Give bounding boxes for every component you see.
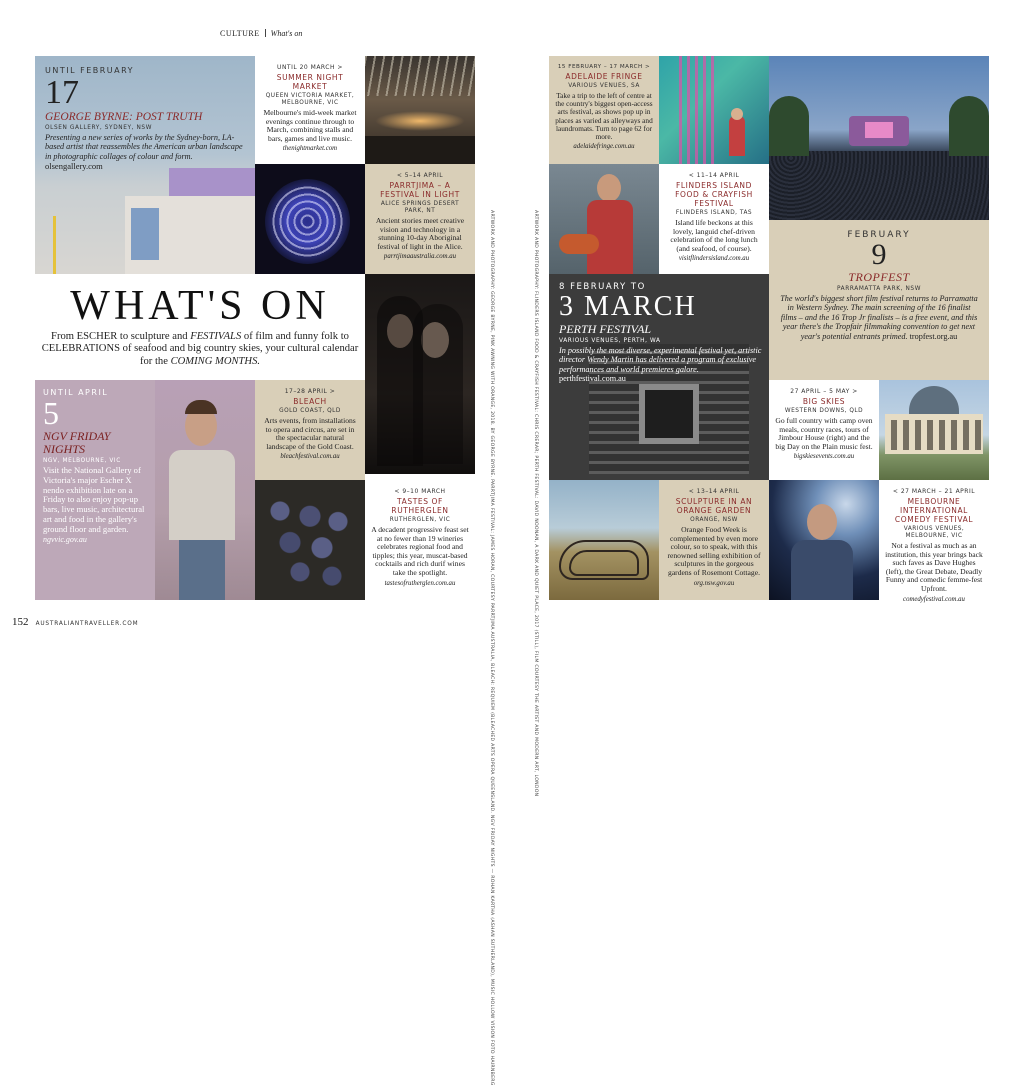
tropfest-month: FEBRUARY <box>847 230 911 240</box>
tastes-text <box>365 480 475 600</box>
bleach-photo <box>365 274 475 474</box>
tropfest-location: PARRAMATTA PARK, NSW <box>836 286 922 292</box>
page-title: WHAT'S ON <box>70 283 330 329</box>
comedy-title: MELBOURNE INTERNATIONAL COMEDY FESTIVAL <box>894 497 974 524</box>
adelaide-url: adelaidefringe.com.au <box>573 143 635 151</box>
ngv-date-label: UNTIL APRIL <box>43 388 109 397</box>
comedian-photo <box>769 480 879 600</box>
ngv-body: Visit the National Gallery of Victoria's major Escher X nendo exhibition late on a Friday to also enjoy pop-up bars, live music, architectural art and food in the gallery's ground floor and garden. <box>43 465 145 534</box>
ngv-portrait-photo <box>155 380 255 600</box>
summer-url: thenightmarket.com <box>282 145 338 153</box>
bleach-text <box>255 380 365 480</box>
intro-block <box>35 280 365 380</box>
tastes-location: RUTHERGLEN, VIC <box>389 517 451 523</box>
night-market-photo <box>365 56 475 164</box>
parrtjima-date: < 5–14 APRIL <box>396 172 444 179</box>
ngv-location: NGV, MELBOURNE, VIC <box>43 458 121 464</box>
section-divider-icon <box>265 29 266 37</box>
intro-deck: From ESCHER to sculpture and FESTIVALS of film and funny folk to CELEBRATIONS of seafood and big country skies, your cultural calendar for the COMING MONTHS. <box>41 331 359 367</box>
flinders-date: < 11–14 APRIL <box>688 172 740 179</box>
adelaide-title: ADELAIDE FRINGE <box>565 72 643 81</box>
bleach-location: GOLD COAST, QLD <box>279 408 341 414</box>
comedy-text <box>879 480 989 603</box>
page-header <box>220 29 340 41</box>
comedy-body: Not a festival as much as an institution, this year brings back such faves as Dave Hughes (left), the Great Debate, Deadly Funny and comedic femme-fest Upfront. <box>885 541 983 593</box>
adelaide-date: 15 FEBRUARY – 17 MARCH > <box>557 64 651 70</box>
tastes-body: A decadent progressive feast set at no fewer than 19 wineries celebrates regional food and tipples; this year, muscat-based cocktails and rich durif wines take the spotlight. <box>371 525 469 577</box>
summer-date: UNTIL 20 MARCH > <box>277 64 343 71</box>
jimbour-house-photo <box>879 380 989 480</box>
tropfest-photo <box>769 56 989 220</box>
adelaide-body: Take a trip to the left of centre at the country's biggest open-access arts festival, as shows pop up in places as varied as alleyways and laundromats. Turn to page 62 for more. <box>555 91 653 142</box>
sculpture-location: ORANGE, NSW <box>690 517 738 523</box>
grapes-photo <box>255 480 365 600</box>
tropfest-url: tropfest.org.au <box>909 331 958 341</box>
parrtjima-location: ALICE SPRINGS DESERT PARK, NT <box>380 201 460 214</box>
perth-panel <box>549 274 769 480</box>
summer-body: Melbourne's mid-week market evenings continue through to March, combining stalls and bars, games and live music. <box>263 108 357 143</box>
comedy-location: VARIOUS VENUES, MELBOURNE, VIC <box>903 526 965 539</box>
tastes-url: tastesofrutherglen.com.au <box>384 579 456 587</box>
perth-location: VARIOUS VENUES, PERTH, WA <box>559 338 661 344</box>
page-number: 152 <box>12 616 29 628</box>
bleach-url: bleachfestival.com.au <box>280 453 340 461</box>
adelaide-text <box>549 56 659 164</box>
george-day: 17 <box>45 74 79 111</box>
perth-date-line1: 8 FEBRUARY TO <box>559 282 646 292</box>
bigskies-body: Go full country with camp oven meals, country races, tours of Jimbour House (right) and the big Day on the Plain music fest. <box>775 416 873 451</box>
parrtjima-url: parrtjimaaustralia.com.au <box>383 253 457 261</box>
section-label: CULTURE <box>220 29 260 38</box>
bigskies-location: WESTERN DOWNS, QLD <box>784 408 864 414</box>
door-image <box>131 208 159 260</box>
tastes-date: < 9–10 MARCH <box>394 488 446 495</box>
ngv-url: ngvvic.gov.au <box>43 534 87 544</box>
flinders-body: Island life beckons at this lovely, languid chef-driven celebration of the long lunch (and seafood, of course). <box>670 218 758 253</box>
ngv-day: 5 <box>43 395 59 431</box>
bigskies-url: bigskiesevents.com.au <box>793 453 855 461</box>
george-date-label: UNTIL FEBRUARY <box>45 66 135 75</box>
george-location: OLSEN GALLERY, SYDNEY, NSW <box>45 125 153 131</box>
george-title: GEORGE BYRNE: POST TRUTH <box>45 111 203 123</box>
adelaide-location: VARIOUS VENUES, SA <box>568 83 640 89</box>
bigskies-date: 27 APRIL – 5 MAY > <box>790 388 858 395</box>
bleach-date: 17–28 APRIL > <box>284 388 336 395</box>
sculpture-photo <box>549 480 659 600</box>
parrtjima-photo <box>255 164 365 274</box>
summer-night-market-text <box>255 56 365 164</box>
site-url: AUSTRALIANTRAVELLER.COM <box>35 621 139 627</box>
pole-image <box>53 216 56 274</box>
sculpture-date: < 13–14 APRIL <box>688 488 740 495</box>
summer-location: QUEEN VICTORIA MARKET, MELBOURNE, VIC <box>265 93 355 106</box>
tropfest-body: The world's biggest short film festival returns to Parramatta in Western Sydney. The main screening of the 16 finalist films – and the 16 Trop Jr finalists – is a free event, and this year there's the Tropfair filmmaking convention to get next year's potential entrants primed. tropfest.org.au <box>780 294 978 341</box>
perth-url: perthfestival.com.au <box>559 374 626 384</box>
sculpture-text <box>659 480 769 600</box>
george-url: olsengallery.com <box>45 161 103 172</box>
bigskies-title: BIG SKIES <box>802 397 846 406</box>
tropfest-day: 9 <box>871 238 887 271</box>
bleach-title: BLEACH <box>293 397 327 406</box>
ngv-text <box>35 380 155 600</box>
subsection-label: What's on <box>270 29 303 38</box>
perth-date-line2: 3 MARCH <box>559 291 697 322</box>
george-body: Presenting a new series of works by the Sydney-born, LA-based artist that reassembles the American urban landscape in photographic collages of colour and form. <box>45 133 243 161</box>
perth-body: In possibly the most diverse, experimental festival yet, artistic director Wendy Martin has delivered a program of exclusive performances and world premieres galore. perthfestival.com.au <box>559 346 762 384</box>
sculpture-title: SCULPTURE IN AN ORANGE GARDEN <box>675 497 753 515</box>
perth-title: PERTH FESTIVAL <box>559 322 652 336</box>
george-byrne-panel <box>35 56 255 274</box>
bleach-body: Arts events, from installations to opera and circus, are set in the spectacular natural landscape of the Gold Coast. <box>264 416 356 451</box>
sculpture-body: Orange Food Week is complemented by even more colour, so to speak, with this renowned selling exhibition of sculptures in the gorgeous gardens of Rosemont Cottage. <box>667 525 761 577</box>
flinders-url: visitflindersisland.com.au <box>678 255 750 263</box>
parrtjima-text <box>365 164 475 274</box>
bigskies-text <box>769 380 879 480</box>
page-footer <box>12 610 212 628</box>
flinders-text <box>659 164 769 274</box>
flinders-location: FLINDERS ISLAND, TAS <box>675 210 753 216</box>
sculpture-url: org.nsw.gov.au <box>693 579 735 587</box>
adelaide-photo <box>659 56 769 164</box>
ngv-title: NGV FRIDAY NIGHTS <box>43 429 111 456</box>
comedy-date: < 27 MARCH – 21 APRIL <box>892 488 976 495</box>
credits-left: ARTWORK AND PHOTOGRAPHY: GEORGE BYRNE, PINK AWNING WITH ORANGE, 2018. BY GEORGE BYRNE. PARRTJIMA FESTIVAL: JAMES HORAN, COURTESY PARRTJIMA AUSTRALIA, BLEACH: REQUIEM (BLEACHED ARTS OPERA QUEENSLAND. NGV FRIDAY NIGHTS — ROHAN KARTHA (ASHAN SUTHERLAND), MUSIC HOLLOW VISION FOTO HAIRNBERG <box>489 210 494 1086</box>
tastes-title: TASTES OF RUTHERGLEN <box>391 497 449 515</box>
tropfest-title: TROPFEST <box>848 270 910 284</box>
summer-title: SUMMER NIGHT MARKET <box>276 73 344 91</box>
comedy-url: comedyfestival.com.au <box>903 595 965 603</box>
flinders-photo <box>549 164 659 274</box>
flinders-title: FLINDERS ISLAND FOOD & CRAYFISH FESTIVAL <box>675 181 753 208</box>
credits-right: ARTWORK AND PHOTOGRAPHY: FLINDERS ISLAND FOOD & CRAYFISH FESTIVAL: CHRIS CRERAR; PERTH FESTIVAL: DAVID NOONAN, A DARK AND QUIET PLACE, 2017 (STILL), FILM COURTESY THE ARTIST AND MODERN ART, LONDON <box>533 210 538 797</box>
parrtjima-title: PARRTJIMA – A FESTIVAL IN LIGHT <box>380 181 460 199</box>
tropfest-text <box>769 220 989 380</box>
parrtjima-body: Ancient stories meet creative vision and technology in a stunning 10-day Aboriginal festival of light in the Alice. <box>375 216 465 251</box>
